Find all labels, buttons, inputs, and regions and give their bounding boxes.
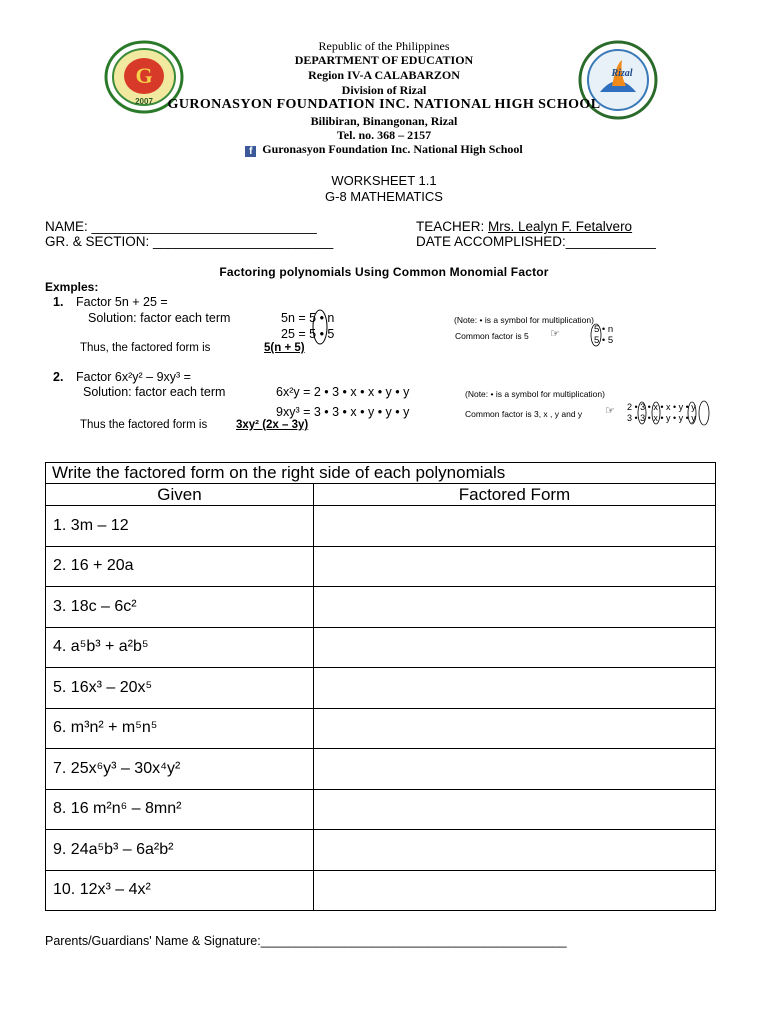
svg-text:Rizal: Rizal bbox=[611, 68, 633, 79]
table-row bbox=[46, 749, 716, 790]
answer-cell[interactable] bbox=[314, 830, 716, 871]
example-2-problem: Factor 6x²y² – 9xy³ = bbox=[76, 370, 191, 384]
example-1-term-1: 5n = 5 • n bbox=[281, 311, 335, 325]
department-line: DEPARTMENT OF EDUCATION bbox=[294, 53, 474, 67]
example-1-term-2: 25 = 5 • 5 bbox=[281, 327, 335, 341]
example-2-diagram-circles bbox=[636, 399, 712, 427]
example-2-number: 2. bbox=[53, 370, 64, 384]
division-line: Division of Rizal bbox=[341, 83, 427, 97]
lesson-topic: Factoring polynomials Using Common Monomial Factor bbox=[219, 265, 549, 279]
example-1-answer: 5(n + 5) bbox=[264, 342, 305, 354]
teacher-field bbox=[416, 219, 632, 234]
example-2-answer: 3xy² (2x – 3y) bbox=[236, 419, 309, 431]
column-header-given: Given bbox=[46, 484, 314, 506]
worksheet-title: WORKSHEET 1.1 bbox=[331, 173, 437, 188]
example-1-diagram-circle bbox=[589, 322, 603, 348]
answer-cell[interactable] bbox=[314, 668, 716, 709]
given-polynomial: 4. a⁵b³ + a²b⁵ bbox=[46, 627, 314, 668]
example-1-common-factor: Common factor is 5 bbox=[455, 331, 529, 341]
answer-cell[interactable] bbox=[314, 546, 716, 587]
example-1-note: (Note: • is a symbol for multiplication) bbox=[454, 315, 594, 325]
pointing-hand-icon: ☞ bbox=[605, 405, 615, 417]
republic-line: Republic of the Philippines bbox=[318, 39, 450, 53]
given-polynomial: 2. 16 + 20a bbox=[46, 546, 314, 587]
region-line: Region IV-A CALABARZON bbox=[308, 68, 460, 82]
table-row bbox=[46, 870, 716, 911]
example-2-note: (Note: • is a symbol for multiplication) bbox=[465, 389, 605, 399]
example-2-solution-label: Solution: factor each term bbox=[83, 385, 226, 399]
table-row bbox=[46, 627, 716, 668]
answer-cell[interactable] bbox=[314, 789, 716, 830]
answer-cell[interactable] bbox=[314, 506, 716, 547]
example-2-common-factor: Common factor is 3, x , y and y bbox=[465, 409, 583, 419]
facebook-icon: f bbox=[245, 146, 256, 157]
given-polynomial: 8. 16 m²n⁶ – 8mn² bbox=[46, 789, 314, 830]
answer-cell[interactable] bbox=[314, 708, 716, 749]
table-row bbox=[46, 668, 716, 709]
table-row bbox=[46, 587, 716, 628]
date-field-label: DATE ACCOMPLISHED:____________ bbox=[416, 234, 656, 249]
example-2-term-1: 6x²y = 2 • 3 • x • x • y • y bbox=[276, 385, 410, 399]
example-1-solution-label: Solution: factor each term bbox=[88, 311, 231, 325]
example-1-circled-common-factor bbox=[309, 308, 331, 346]
given-polynomial: 5. 16x³ – 20x⁵ bbox=[46, 668, 314, 709]
section-field-label: GR. & SECTION: ________________________ bbox=[45, 234, 334, 249]
answer-cell[interactable] bbox=[314, 749, 716, 790]
pointing-hand-icon: ☞ bbox=[550, 328, 560, 340]
example-2-thus: Thus the factored form is bbox=[80, 419, 208, 431]
example-1-thus: Thus, the factored form is bbox=[80, 342, 211, 354]
example-2-factor-diagram: 2 • 3 • x • x • y • y 3 • 3 • x • y • y • y bbox=[627, 402, 696, 423]
table-instruction: Write the factored form on the right side of each polynomials bbox=[46, 463, 716, 484]
telephone-line: Tel. no. 368 – 2157 bbox=[336, 128, 432, 142]
example-1-factor-diagram: 5 • n 5 • 5 bbox=[594, 324, 614, 346]
answer-cell[interactable] bbox=[314, 587, 716, 628]
answer-cell[interactable] bbox=[314, 627, 716, 668]
column-header-factored-form: Factored Form bbox=[314, 484, 716, 506]
parent-signature-line: Parents/Guardians' Name & Signature:____________________________________________ bbox=[45, 934, 567, 948]
table-row bbox=[46, 506, 716, 547]
example-1-problem: Factor 5n + 25 = bbox=[76, 295, 168, 309]
table-row bbox=[46, 789, 716, 830]
address-line: Bilibiran, Binangonan, Rizal bbox=[310, 114, 458, 128]
school-name: GURONASYON FOUNDATION INC. NATIONAL HIGH SCHOOL bbox=[167, 97, 601, 112]
given-polynomial: 6. m³n² + m⁵n⁵ bbox=[46, 708, 314, 749]
teacher-name: Mrs. Lealyn F. Fetalvero bbox=[488, 219, 633, 234]
table-row bbox=[46, 708, 716, 749]
given-polynomial: 10. 12x³ – 4x² bbox=[46, 870, 314, 911]
teacher-field-label: TEACHER: bbox=[416, 219, 489, 234]
facebook-page-name: Guronasyon Foundation Inc. National High School bbox=[262, 142, 523, 156]
given-polynomial: 1. 3m – 12 bbox=[46, 506, 314, 547]
given-polynomial: 3. 18c – 6c² bbox=[46, 587, 314, 628]
answer-cell[interactable] bbox=[314, 870, 716, 911]
table-row bbox=[46, 546, 716, 587]
example-1-number: 1. bbox=[53, 295, 64, 309]
table-row bbox=[46, 830, 716, 871]
examples-label: Exmples: bbox=[45, 280, 99, 294]
name-field-label: NAME: ______________________________ bbox=[45, 219, 317, 234]
svg-text:2007: 2007 bbox=[135, 97, 153, 106]
exercise-table bbox=[45, 462, 716, 911]
given-polynomial: 7. 25x⁶y³ – 30x⁴y² bbox=[46, 749, 314, 790]
worksheet-subject: G-8 MATHEMATICS bbox=[325, 189, 443, 204]
given-polynomial: 9. 24a⁵b³ – 6a²b² bbox=[46, 830, 314, 871]
svg-text:G: G bbox=[135, 63, 153, 88]
facebook-line bbox=[0, 142, 768, 157]
example-2-term-2: 9xy³ = 3 • 3 • x • y • y • y bbox=[276, 405, 410, 419]
